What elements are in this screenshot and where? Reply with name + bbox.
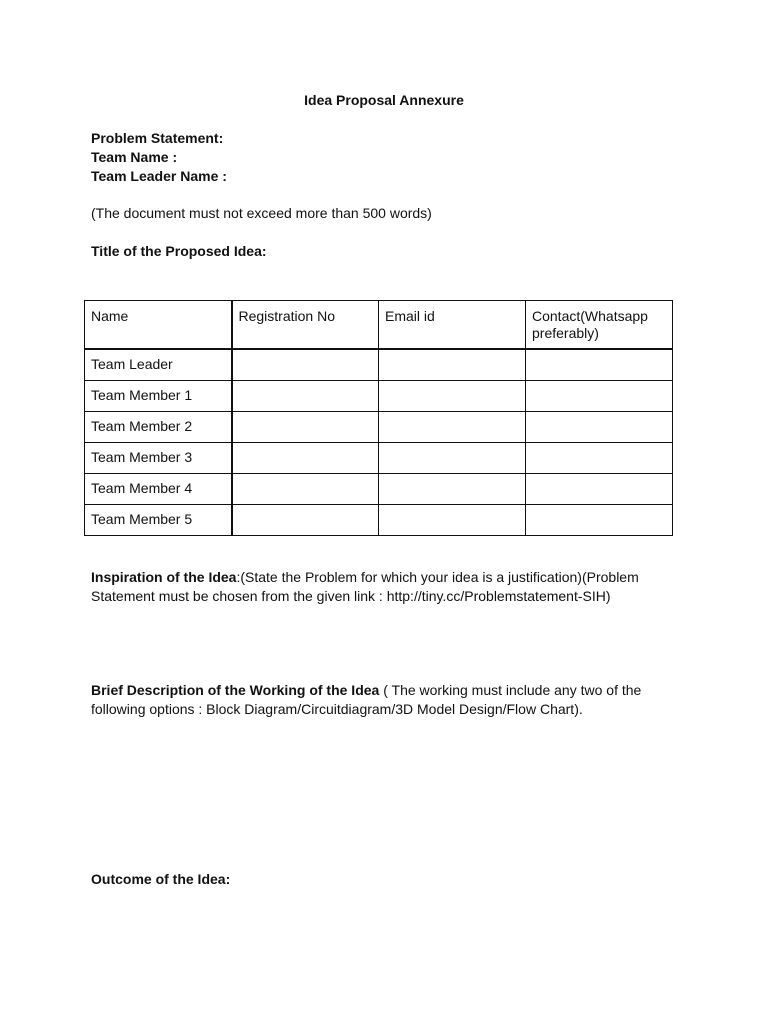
team-name-label: Team Name : xyxy=(91,149,178,165)
row-name-cell: Team Member 5 xyxy=(85,505,232,536)
row-name-cell: Team Leader xyxy=(85,349,232,381)
working-heading: Brief Description of the Working of the Idea xyxy=(91,682,380,698)
table-row xyxy=(85,349,673,381)
contact-cell[interactable] xyxy=(526,443,673,474)
contact-cell[interactable] xyxy=(526,412,673,443)
email-cell[interactable] xyxy=(379,505,526,536)
working-instructions: ( The working must include any two of the following options : Block Diagram/Circuitdiagram/3D Model Design/Flow Chart). xyxy=(91,682,642,717)
table-row xyxy=(85,381,673,412)
inspiration-heading: Inspiration of the Idea xyxy=(91,569,237,585)
email-cell[interactable] xyxy=(379,474,526,505)
table-row xyxy=(85,412,673,443)
row-name-cell: Team Member 4 xyxy=(85,474,232,505)
table-row xyxy=(85,443,673,474)
outcome-heading: Outcome of the Idea: xyxy=(91,871,231,887)
email-cell[interactable] xyxy=(379,349,526,381)
header-email-id: Email id xyxy=(379,301,526,350)
email-cell[interactable] xyxy=(379,443,526,474)
contact-cell[interactable] xyxy=(526,474,673,505)
contact-cell[interactable] xyxy=(526,381,673,412)
document-title: Idea Proposal Annexure xyxy=(304,92,464,108)
proposed-idea-title-label: Title of the Proposed Idea: xyxy=(91,243,267,259)
row-name-cell: Team Member 1 xyxy=(85,381,232,412)
registration-cell[interactable] xyxy=(232,349,379,381)
registration-cell[interactable] xyxy=(232,412,379,443)
word-limit-note: (The document must not exceed more than 500 words) xyxy=(91,205,432,221)
header-registration-no: Registration No xyxy=(232,301,379,350)
table-header-row xyxy=(85,301,673,350)
table-row xyxy=(85,474,673,505)
problem-statement-label: Problem Statement: xyxy=(91,130,224,146)
registration-cell[interactable] xyxy=(232,505,379,536)
inspiration-section xyxy=(91,568,671,606)
row-name-cell: Team Member 3 xyxy=(85,443,232,474)
team-leader-name-label: Team Leader Name : xyxy=(91,168,227,184)
working-section xyxy=(91,681,671,719)
email-cell[interactable] xyxy=(379,381,526,412)
table-row xyxy=(85,505,673,536)
contact-cell[interactable] xyxy=(526,505,673,536)
email-cell[interactable] xyxy=(379,412,526,443)
team-details-table xyxy=(84,300,673,536)
header-name: Name xyxy=(85,301,232,350)
contact-cell[interactable] xyxy=(526,349,673,381)
header-contact: Contact(Whatsapp preferably) xyxy=(526,301,673,350)
registration-cell[interactable] xyxy=(232,474,379,505)
inspiration-instructions: :(State the Problem for which your idea is a justification)(Problem Statement must be chosen from the given link : http://tiny.cc/Problemstatement-SIH) xyxy=(91,569,639,604)
row-name-cell: Team Member 2 xyxy=(85,412,232,443)
registration-cell[interactable] xyxy=(232,381,379,412)
registration-cell[interactable] xyxy=(232,443,379,474)
